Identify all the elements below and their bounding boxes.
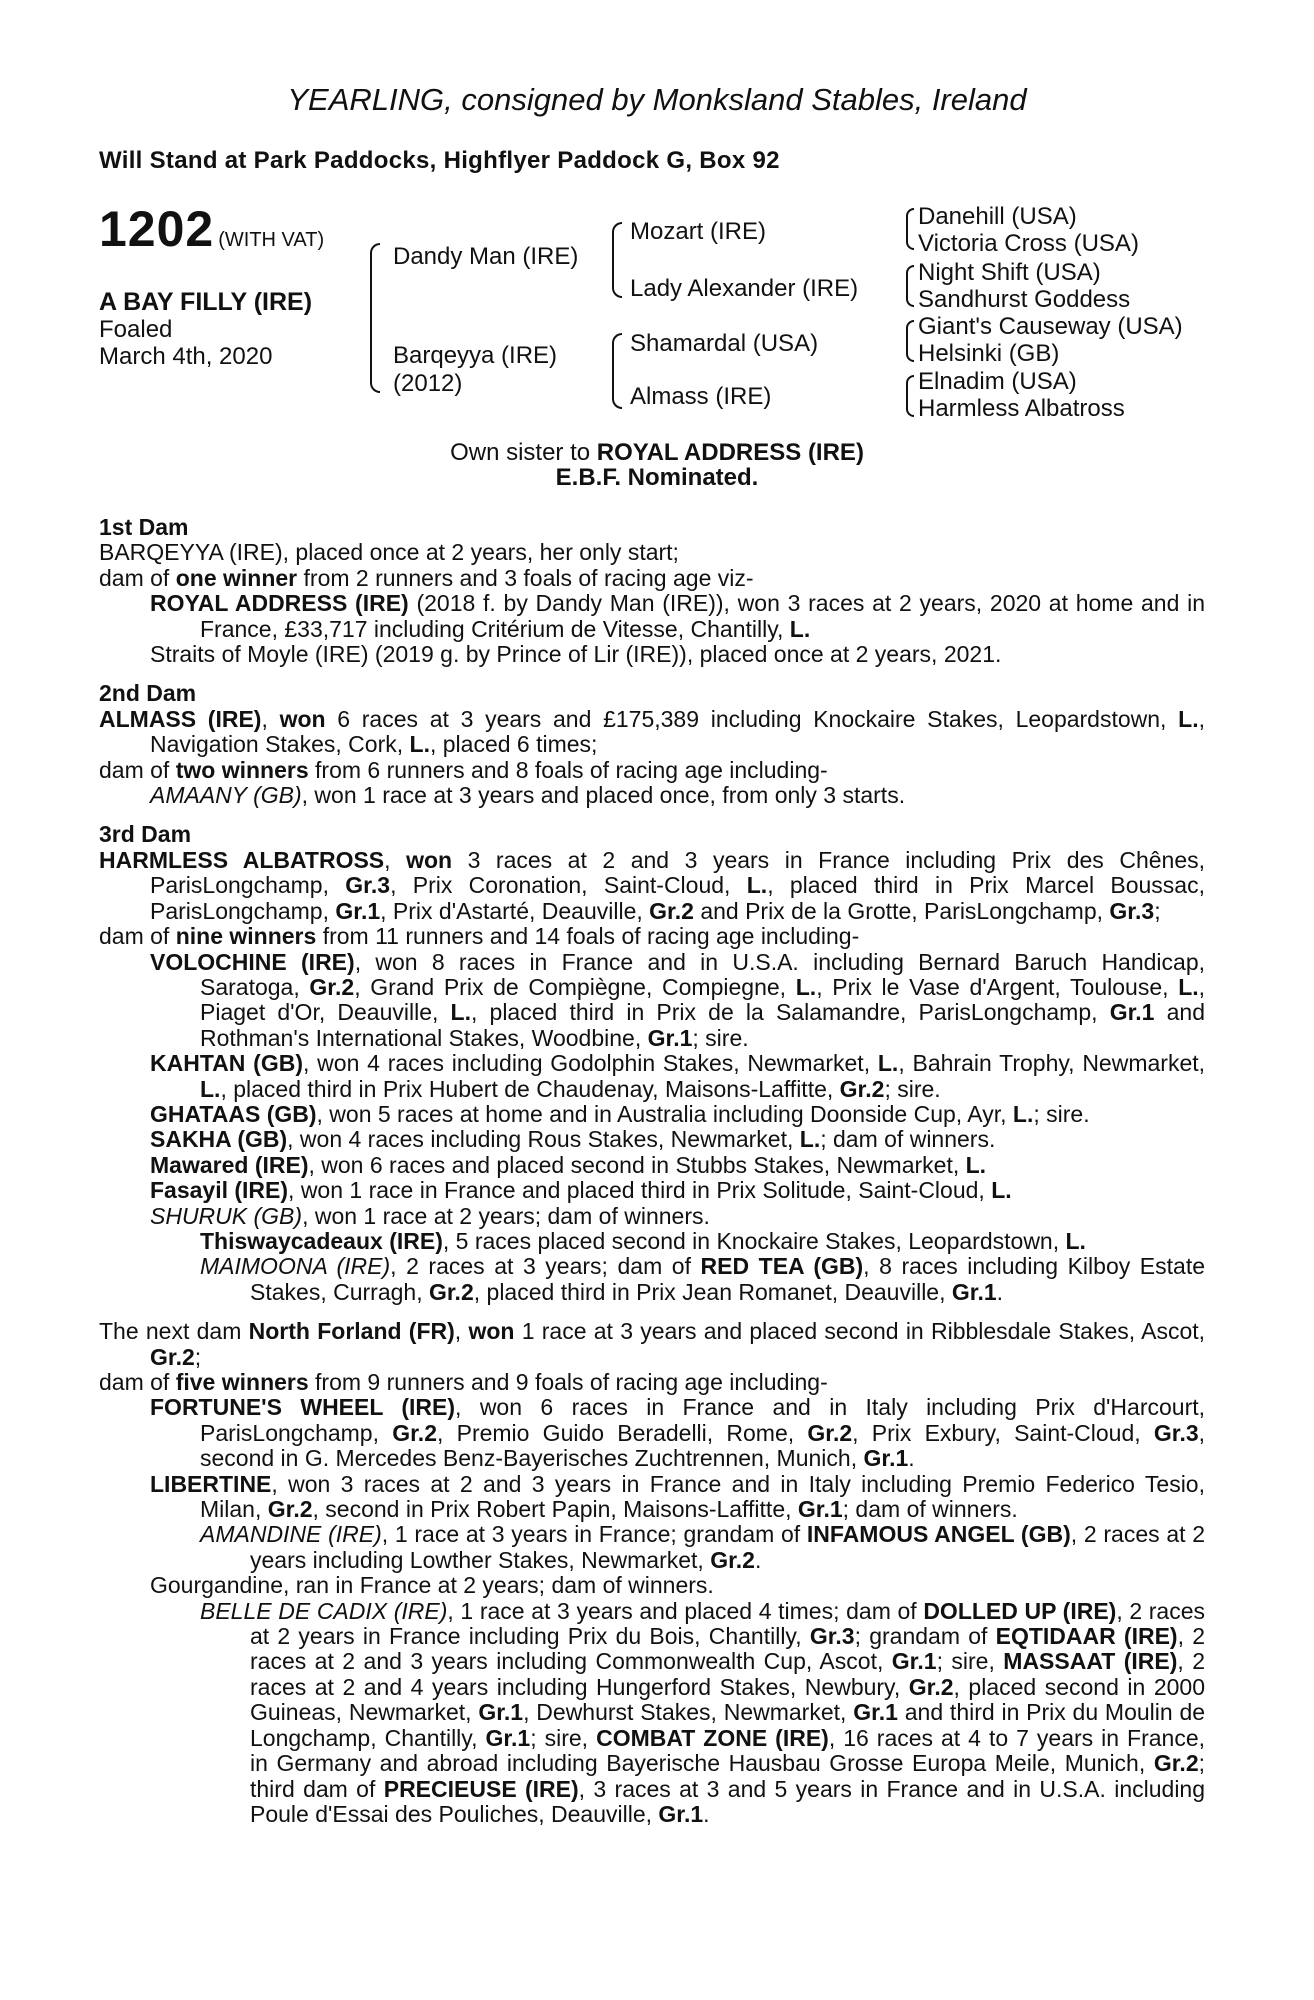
pedigree-brace-dam xyxy=(612,333,622,409)
foaled-label: Foaled xyxy=(99,316,173,343)
pedigree-brace-main xyxy=(370,243,380,393)
progeny-shuruk: SHURUK (GB), won 1 race at 2 years; dam of winners. xyxy=(150,1202,710,1229)
consignment-line: YEARLING, consigned by Monksland Stables, Ireland xyxy=(287,82,1027,117)
third-dam-line: HARMLESS ALBATROSS, won 3 races at 2 and 3 years in France including Prix des Chênes, ParisLongchamp, Gr.3, Prix Coronation, Saint-Cloud, L., placed third in Prix Marcel Boussac, ParisLongchamp, Gr.1, Prix d'Astarté, Deauville, Gr.2 and Prix de la Grotte, ParisLongchamp, Gr.3; xyxy=(99,846,1205,924)
progeny-ghataas: GHATAAS (GB), won 5 races at home and in Australia including Doonside Cup, Ayr, L.; sire. xyxy=(150,1100,1090,1127)
own-sister-prefix: Own sister to xyxy=(450,439,591,466)
first-dam-heading: 1st Dam xyxy=(99,514,189,540)
pedigree-brace-gg2 xyxy=(906,265,914,307)
second-dam-line: ALMASS (IRE), won 6 races at 3 years and £175,389 including Knockaire Stakes, Leopardstown, L., Navigation Stakes, Cork, L., placed 6 times; xyxy=(99,705,1205,758)
progeny-maimoona: MAIMOONA (IRE), 2 races at 3 years; dam of RED TEA (GB), 8 races including Kilboy Estate Stakes, Curragh, Gr.2, placed third in Prix Jean Romanet, Deauville, Gr.1. xyxy=(200,1253,1205,1305)
progeny-volochine: VOLOCHINE (IRE), won 8 races in France and in U.S.A. including Bernard Baruch Handicap, Saratoga, Gr.2, Grand Prix de Compiègne, Compiegne, L., Prix le Vase d'Argent, Toulouse, L., Piaget d'Or, Deauville, L., placed third in Prix de la Salamandre, ParisLongchamp, Gr.1 and Rothman's International Stakes, Woodbine, Gr.1; sire. xyxy=(150,948,1206,1051)
progeny-amandine: AMANDINE (IRE), 1 race at 3 years in France; grandam of INFAMOUS ANGEL (GB), 2 races at 2 years including Lowther Stakes, Newmarket, Gr.2. xyxy=(200,1521,1206,1573)
lot-number: 1202 xyxy=(99,201,215,257)
pedigree-sire: Dandy Man (IRE) xyxy=(393,243,579,270)
progeny-mawared: Mawared (IRE), won 6 races and placed second in Stubbs Stakes, Newmarket, L. xyxy=(150,1151,987,1178)
progeny-sakha: SAKHA (GB), won 4 races including Rous Stakes, Newmarket, L.; dam of winners. xyxy=(150,1126,996,1153)
first-dam-progeny-2: Straits of Moyle (IRE) (2019 g. by Prince of Lir (IRE)), placed once at 2 years, 2021. xyxy=(150,641,1002,668)
ebf-note: E.B.F. Nominated. xyxy=(555,464,759,491)
catalogue-body xyxy=(99,515,1205,1827)
pedigree-dam: Barqeyya (IRE) xyxy=(393,342,558,369)
vat-note: (WITH VAT) xyxy=(218,229,325,251)
pedigree-gg-4: Sandhurst Goddess xyxy=(918,286,1131,313)
pedigree-dam-dam: Almass (IRE) xyxy=(630,383,772,410)
second-dam-progeny-1: AMAANY (GB), won 1 race at 3 years and placed once, from only 3 starts. xyxy=(150,782,906,809)
progeny-gourgandine: Gourgandine, ran in France at 2 years; dam of winners. xyxy=(150,1572,714,1599)
foaled-date: March 4th, 2020 xyxy=(99,343,273,370)
own-sister-name: ROYAL ADDRESS (IRE) xyxy=(596,439,864,466)
pedigree-brace-gg4 xyxy=(906,375,914,417)
pedigree-brace-sire xyxy=(612,222,622,298)
pedigree-gg-8: Harmless Albatross xyxy=(918,395,1125,422)
second-dam-heading: 2nd Dam xyxy=(99,680,197,707)
foaled-info xyxy=(99,316,272,370)
first-dam-progeny-1: ROYAL ADDRESS (IRE) (2018 f. by Dandy Man (IRE)), won 3 races at 2 years, 2020 at home and in France, £33,717 including Critérium de Vitesse, Chantilly, L. xyxy=(150,590,1205,642)
pedigree-dam-year: (2012) xyxy=(393,370,463,397)
pedigree-gg-5: Giant's Causeway (USA) xyxy=(918,313,1183,340)
pedigree-brace-gg1 xyxy=(906,208,914,250)
pedigree-gg-7: Elnadim (USA) xyxy=(918,368,1077,395)
pedigree-brace-gg3 xyxy=(906,320,914,362)
pedigree-sire-dam: Lady Alexander (IRE) xyxy=(630,275,859,302)
own-sister-note xyxy=(0,439,1314,467)
third-dam-heading: 3rd Dam xyxy=(99,821,192,848)
progeny-thiswaycadeaux: Thiswaycadeaux (IRE), 5 races placed second in Knockaire Stakes, Leopardstown, L. xyxy=(200,1227,1086,1254)
progeny-libertine: LIBERTINE, won 3 races at 2 and 3 years in France and in Italy including Premio Federico Tesio, Milan, Gr.2, second in Prix Robert Papin, Maisons-Laffitte, Gr.1; dam of winners. xyxy=(150,1470,1205,1523)
second-dam-produce: dam of two winners from 6 runners and 8 foals of racing age including- xyxy=(99,756,828,783)
pedigree-gg-3: Night Shift (USA) xyxy=(918,259,1101,286)
horse-description: A BAY FILLY (IRE) xyxy=(99,288,313,316)
lot-header xyxy=(99,200,324,258)
pedigree-gg-2: Victoria Cross (USA) xyxy=(918,230,1139,257)
third-dam-produce: dam of nine winners from 11 runners and 14 foals of racing age including- xyxy=(99,923,860,950)
progeny-kahtan: KAHTAN (GB), won 4 races including Godolphin Stakes, Newmarket, L., Bahrain Trophy, Newmarket, L., placed third in Prix Hubert de Chaudenay, Maisons-Laffitte, Gr.2; sire. xyxy=(150,1050,1206,1102)
first-dam-line: BARQEYYA (IRE), placed once at 2 years, her only start; xyxy=(99,539,679,566)
pedigree-dam-sire: Shamardal (USA) xyxy=(630,330,819,357)
next-dam-line: The next dam North Forland (FR), won 1 race at 3 years and placed second in Ribblesdale Stakes, Ascot, Gr.2; xyxy=(99,1318,1206,1370)
stand-location: Will Stand at Park Paddocks, Highflyer Paddock G, Box 92 xyxy=(99,147,780,174)
pedigree-gg-1: Danehill (USA) xyxy=(918,203,1077,230)
next-dam-produce: dam of five winners from 9 runners and 9 foals of racing age including- xyxy=(99,1369,828,1395)
progeny-belle-de-cadix: BELLE DE CADIX (IRE), 1 race at 3 years and placed 4 times; dam of DOLLED UP (IRE), 2 races at 2 years in France including Prix du Bois, Chantilly, Gr.3; grandam of EQTIDAAR (IRE), 2 races at 2 and 3 years including Commonwealth Cup, Ascot, Gr.1; sire, MASSAAT (IRE), 2 races at 2 and 4 years including Hungerford Stakes, Newbury, Gr.2, placed second in 2000 Guineas, Newmarket, Gr.1, Dewhurst Stakes, Newmarket, Gr.1 and third in Prix du Moulin de Longchamp, Chantilly, Gr.1; sire, COMBAT ZONE (IRE), 16 races at 4 to 7 years in France, in Germany and abroad including Bayerische Hausbau Grosse Europa Meile, Munich, Gr.2; third dam of PRECIEUSE (IRE), 3 races at 3 and 5 years in France and in U.S.A. including Poule d'Essai des Pouliches, Deauville, Gr.1. xyxy=(200,1597,1206,1827)
pedigree-sire-sire: Mozart (IRE) xyxy=(630,218,767,245)
pedigree-gg-6: Helsinki (GB) xyxy=(918,340,1060,367)
first-dam-produce: dam of one winner from 2 runners and 3 foals of racing age viz- xyxy=(99,564,754,591)
progeny-fasayil: Fasayil (IRE), won 1 race in France and placed third in Prix Solitude, Saint-Cloud, L. xyxy=(150,1177,1012,1204)
progeny-fortunes-wheel: FORTUNE'S WHEEL (IRE), won 6 races in France and in Italy including Prix d'Harcourt, ParisLongchamp, Gr.2, Premio Guido Beradelli, Rome, Gr.2, Prix Exbury, Saint-Cloud, Gr.3, second in G. Mercedes Benz-Bayerisches Zuchtrennen, Munich, Gr.1. xyxy=(150,1394,1206,1472)
